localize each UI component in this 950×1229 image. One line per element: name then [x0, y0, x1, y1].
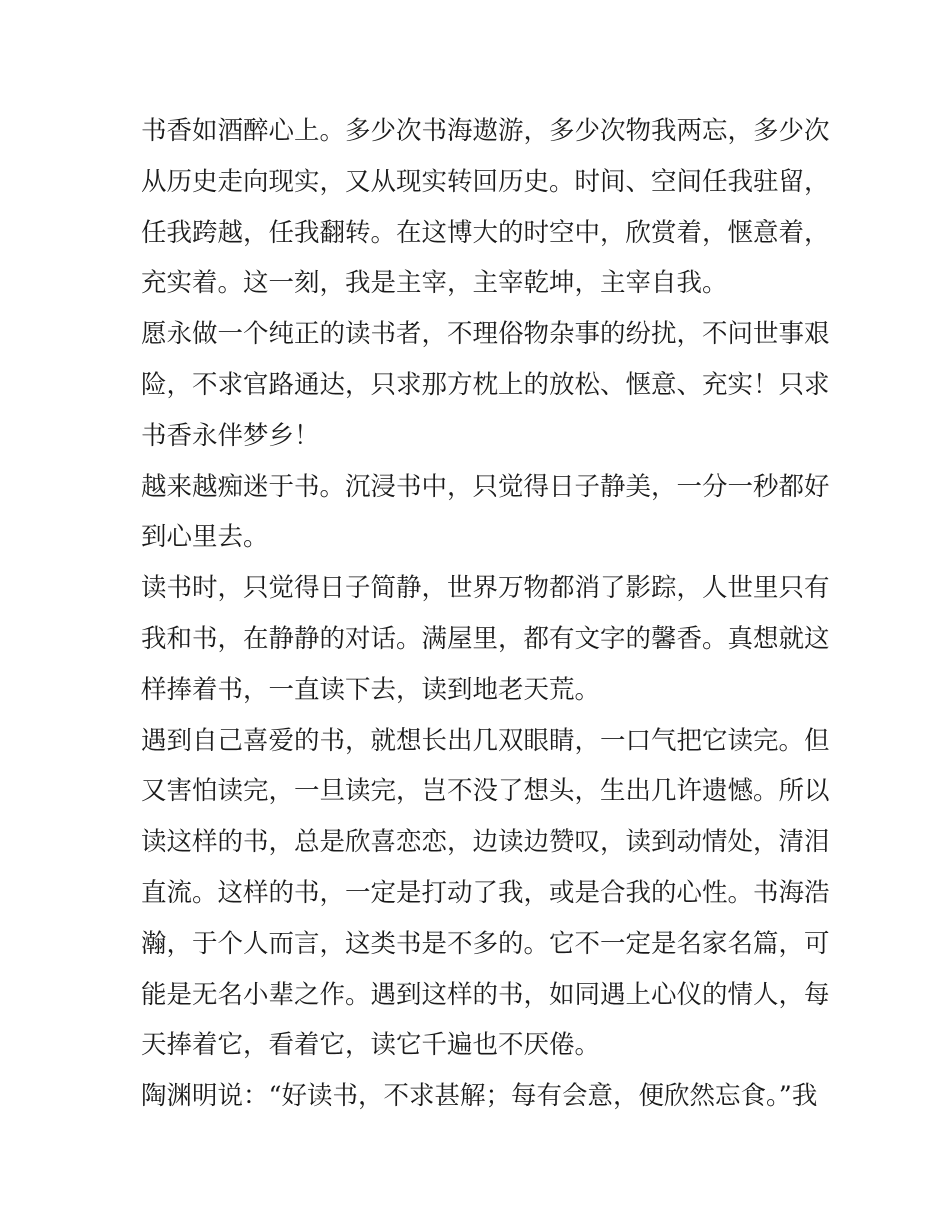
text-line: 书香如酒醉心上。多少次书海遨游，多少次物我两忘，多少次 [141, 116, 830, 146]
body-text [141, 106, 830, 1122]
text-line: 我和书，在静静的对话。满屋里，都有文字的馨香。真想就这 [141, 623, 830, 654]
text-line: 陶渊明说：“好读书，不求甚解；每有会意，便欣然忘食。”我 [141, 1081, 818, 1112]
text-line: 任我跨越，任我翻转。在这博大的时空中，欣赏着，惬意着， [141, 217, 830, 248]
text-line: 样捧着书，一直读下去，读到地老天荒。 [141, 674, 601, 705]
text-line: 瀚，于个人而言，这类书是不多的。它不一定是名家名篇，可 [141, 928, 830, 959]
text-line: 从历史走向现实，又从现实转回历史。时间、空间任我驻留， [141, 166, 830, 197]
text-line: 直流。这样的书，一定是打动了我，或是合我的心性。书海浩 [141, 877, 830, 908]
text-line: 到心里去。 [141, 522, 269, 553]
text-line: 天捧着它，看着它，读它千遍也不厌倦。 [141, 1030, 601, 1061]
text-line: 读书时，只觉得日子简静，世界万物都消了影踪，人世里只有 [141, 573, 830, 604]
text-line: 读这样的书，总是欣喜恋恋，边读边赞叹，读到动情处，清泪 [141, 827, 830, 858]
text-line: 越来越痴迷于书。沉浸书中，只觉得日子静美，一分一秒都好 [141, 471, 830, 502]
text-line: 险，不求官路通达，只求那方枕上的放松、惬意、充实！只求 [141, 369, 830, 400]
text-line: 遇到自己喜爱的书，就想长出几双眼睛，一口气把它读完。但 [141, 725, 830, 756]
text-line: 愿永做一个纯正的读书者，不理俗物杂事的纷扰，不问世事艰 [141, 319, 830, 350]
text-line: 又害怕读完，一旦读完，岂不没了想头，生出几许遗憾。所以 [141, 776, 830, 807]
text-line: 书香永伴梦乡！ [141, 420, 320, 451]
text-line: 能是无名小辈之作。遇到这样的书，如同遇上心仪的情人，每 [141, 979, 830, 1010]
text-line: 充实着。这一刻，我是主宰，主宰乾坤，主宰自我。 [141, 268, 728, 299]
